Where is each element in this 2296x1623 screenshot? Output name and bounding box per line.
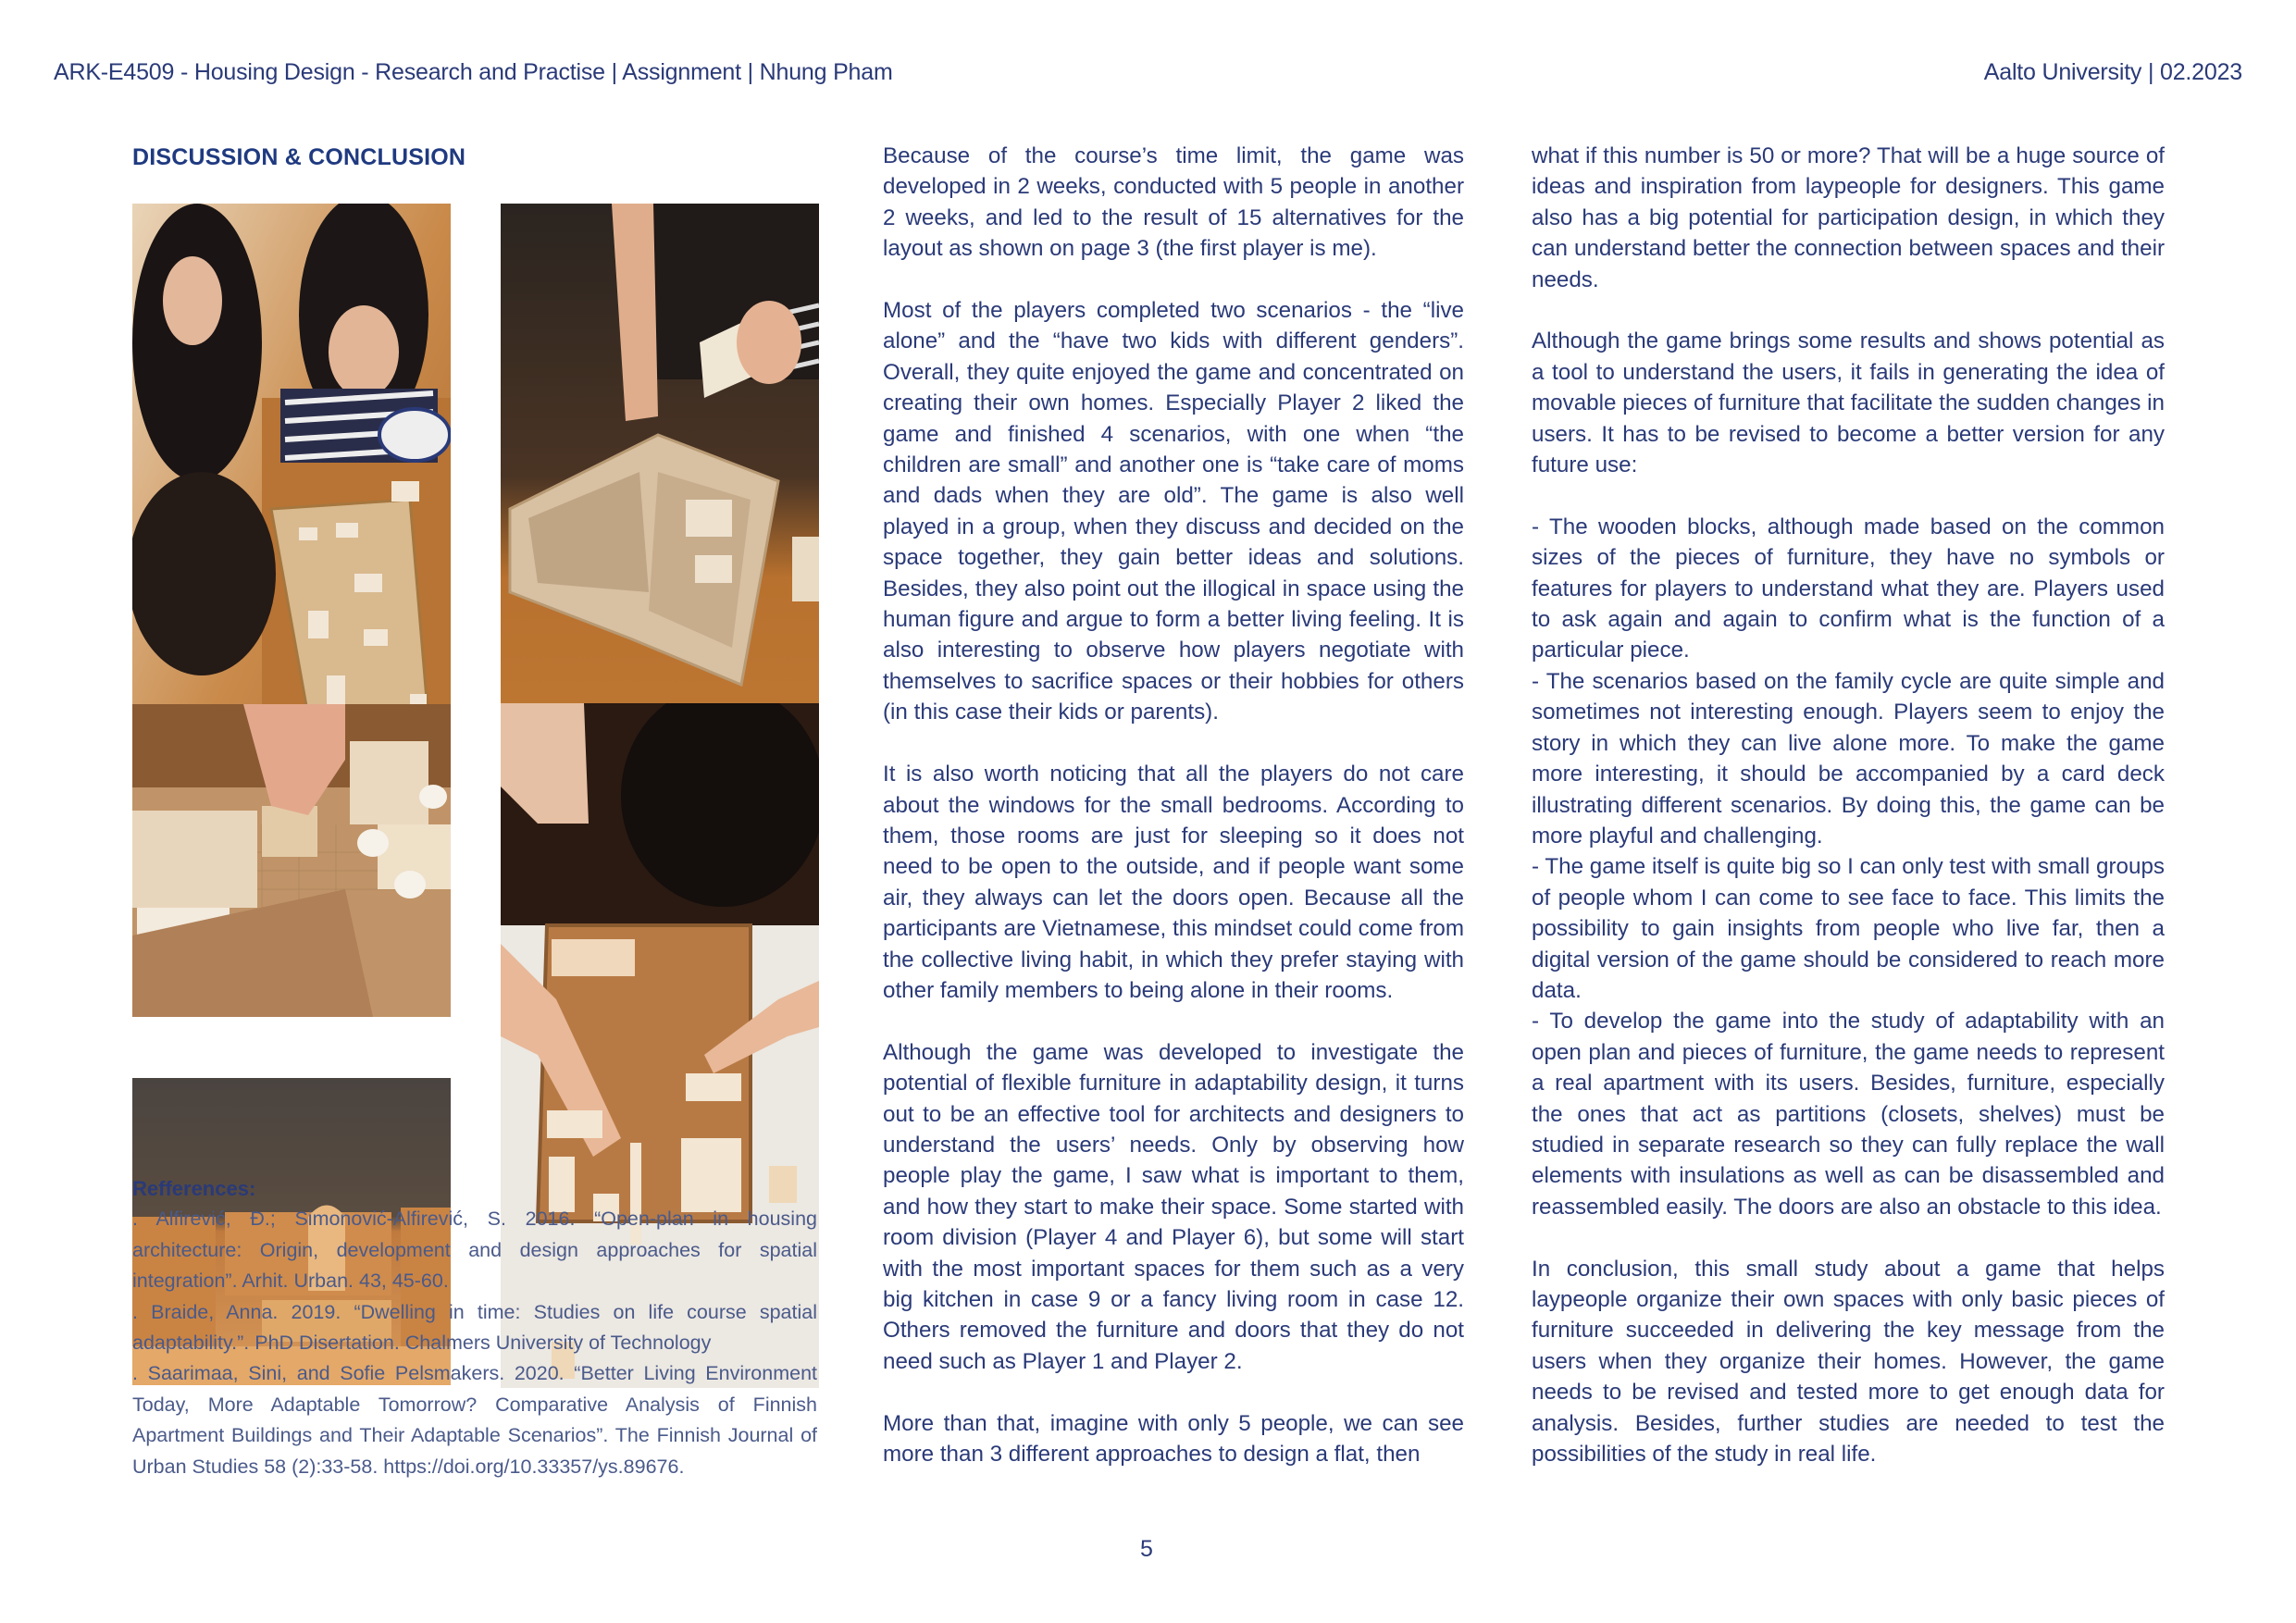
paragraph-huge-source: what if this number is 50 or more? That will be a huge source of ideas and inspiration from laypeople for designers. This game also has a big potential for participation design, in which they can understand better the connection between spaces and their needs. [1532,143,2165,292]
bullet-adaptability-study: - To develop the game into the study of adaptability with an open plan and pieces of furniture, the game needs to represent a real apartment with its users. Besides, furniture, especially the ones that act as partitions (closets, shelves) must be studied in separate research so they can fully replace the wall elements with insulations as well as can be disassembled and reassembled easily. The doors are also an obstacle to this idea. [1532,1009,2165,1220]
photo-hand-moving-block [132,704,451,1017]
text-column-right [1532,141,2165,1469]
paragraph-game-fails: Although the game brings some results and shows potential as a tool to understand the users, it fails in generating the idea of movable pieces of furniture that facilitate the sudden changes in users. It has to be revised to become a better version for any future use: [1532,328,2165,478]
bullet-game-size: - The game itself is quite big so I can only test with small groups of people whom I can come to see face to face. This limits the possibility to gain insights from people who live far, then a digital version of the game should be considered to reach more data. [1532,854,2165,1003]
header-course-info: ARK-E4509 - Housing Design - Research and Practise | Assignment | Nhung Pham [54,59,893,85]
hand-moving-block-image [132,704,451,1017]
references-section [132,1173,817,1482]
references-title: Refferences: [132,1177,256,1200]
section-title: DISCUSSION & CONCLUSION [132,144,466,170]
paragraph-more-than-that: More than that, imagine with only 5 people, we can see more than 3 different approaches to design a flat, then [883,1410,1464,1467]
page-number: 5 [1140,1536,1153,1562]
header-university-date: Aalto University | 02.2023 [1983,59,2242,85]
paragraph-time-limit: Because of the course’s time limit, the game was developed in 2 weeks, conducted with 5 people in another 2 weeks, and led to the result of 15 alternatives for the layout as shown on page 3 (the first player is me). [883,143,1464,262]
bullet-wooden-blocks: - The wooden blocks, although made based on the common sizes of the pieces of furniture, they have no symbols or features for players to understand what they are. Players used to ask again and again to confirm what is the function of a particular piece. [1532,514,2165,663]
bullet-scenarios: - The scenarios based on the family cycle are quite simple and sometimes not interesting enough. Players seem to enjoy the story in which they can live alone more. To make the game more interesting, it should be accompanied by a card deck illustrating different scenarios. By doing this, the game can be more playful and challenging. [1532,668,2165,849]
paragraph-effective-tool: Although the game was developed to investigate the potential of flexible furniture in adaptability design, it turns out to be an effective tool for architects and designers to understand the users’ needs. Only by observing how people play the game, I saw what is important to them, and how they start to make their space. Some started with room division (Player 4 and Player 6), but some will start with the most important spaces for them such as a very big kitchen in case 9 or a fancy living room in case 12. Others removed the furniture and doors that they do not need such as Player 1 and Player 2. [883,1039,1464,1374]
reference-item: . Braide, Anna. 2019. “Dwelling in time: Studies on life course spatial adaptability.”. PhD Disertation. Chalmers University of Technology [132,1300,817,1355]
text-column-middle [883,141,1464,1469]
paragraph-players-scenarios: Most of the players completed two scenarios - the “live alone” and the “have two kids with different genders”. Overall, they quite enjoyed the game and concentrated on creating their own homes. Especially Player 2 liked the game and finished 4 scenarios, with one when “the children are small” and another one is “take care of moms and dads when they are old”. The game is also well played in a group, when they discuss and decided on the space together, they gain better ideas and solutions. Besides, they also point out the illogical in space using the human figure and argue to form a better living feeling. It is also interesting to observe how players negotiate with themselves to sacrifice spaces or their hobbies for others (in this case their kids or parents). [883,298,1464,725]
reference-item: . Alfirević, Đ.; Simonović-Alfirević, S. 2016. “Open-plan in housing architecture: Origin, development and design approaches for spatial integration”. Arhit. Urban. 43, 45-60. [132,1208,817,1293]
reference-item: . Saarimaa, Sini, and Sofie Pelsmakers. 2020. “Better Living Environment Today, More Adaptable Tomorrow? Comparative Analysis of Finnish Apartment Buildings and Their Adaptable Scenarios”. The Finnish Journal of Urban Studies 58 (2):33-58. https://doi.org/10.33357/ys.89676. [132,1362,817,1478]
paragraph-conclusion: In conclusion, this small study about a game that helps laypeople organize their own spaces with only basic pieces of furniture succeeded in delivering the key message from the users when they organize their homes. However, the game needs to be revised and tested more to get enough data for analysis. Besides, further studies are needed to test the possibilities of the study in real life. [1532,1256,2165,1468]
paragraph-windows-bedrooms: It is also worth noticing that all the players do not care about the windows for the small bedrooms. According to them, those rooms are just for sleeping so it does not need to be open to the outside, and if people want some air, they always can let the doors open. Because all the participants are Vietnamese, this mindset could come from the collective living habit, in which they prefer staying with other family members to being alone in their rooms. [883,762,1464,1003]
